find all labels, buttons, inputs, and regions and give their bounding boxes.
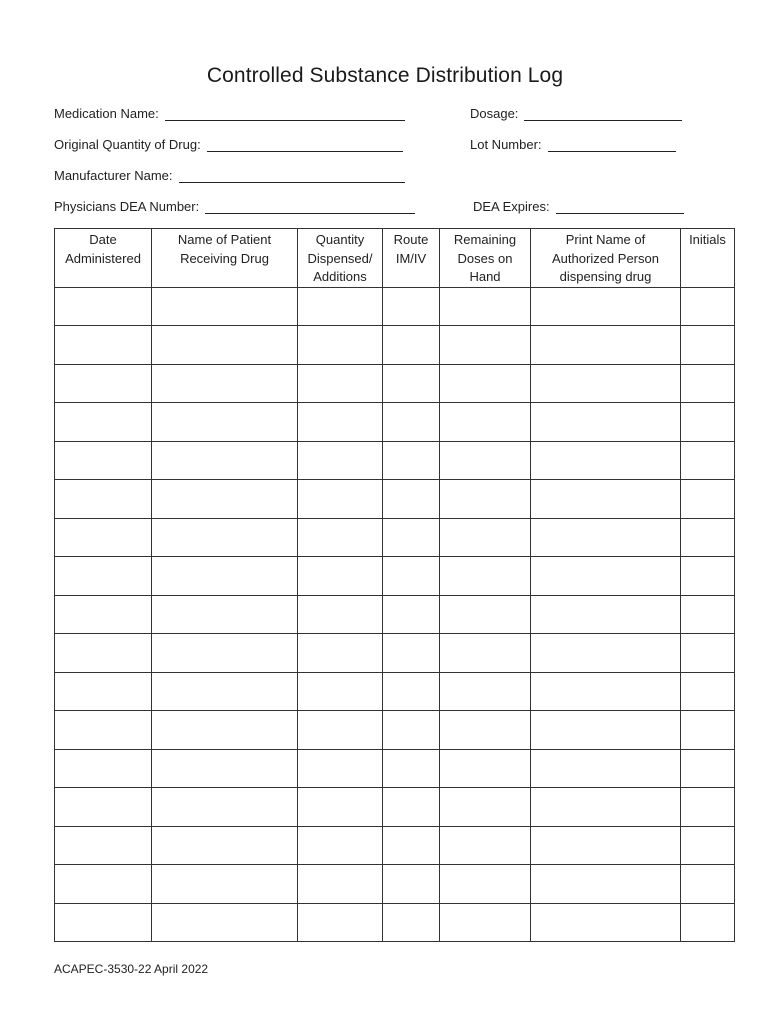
page-title: Controlled Substance Distribution Log: [206, 64, 564, 87]
table-cell[interactable]: [298, 865, 383, 904]
table-cell[interactable]: [383, 826, 440, 865]
table-cell[interactable]: [298, 287, 383, 326]
manufacturer-name-field: [54, 168, 405, 183]
table-cell[interactable]: [440, 749, 531, 788]
table-cell[interactable]: [383, 480, 440, 519]
table-cell[interactable]: [681, 403, 735, 442]
table-cell[interactable]: [55, 480, 152, 519]
table-cell[interactable]: [440, 480, 531, 519]
table-cell[interactable]: [152, 903, 298, 942]
table-cell[interactable]: [383, 287, 440, 326]
table-cell[interactable]: [55, 903, 152, 942]
table-cell[interactable]: [681, 518, 735, 557]
table-cell[interactable]: [440, 711, 531, 750]
table-row: [55, 672, 735, 711]
dosage-label: Dosage:: [470, 106, 519, 121]
table-cell[interactable]: [55, 749, 152, 788]
header-route: [383, 229, 440, 288]
table-cell[interactable]: [681, 672, 735, 711]
table-cell[interactable]: [681, 480, 735, 519]
table-cell[interactable]: [152, 557, 298, 596]
table-cell[interactable]: [152, 595, 298, 634]
table-cell[interactable]: [298, 634, 383, 673]
header-date-administered: [55, 229, 152, 288]
table-cell[interactable]: [383, 903, 440, 942]
table-cell[interactable]: [531, 711, 681, 750]
table-cell[interactable]: [681, 557, 735, 596]
table-cell[interactable]: [440, 903, 531, 942]
table-cell[interactable]: [531, 826, 681, 865]
header-text: Initials: [689, 232, 726, 247]
table-cell[interactable]: [681, 326, 735, 365]
table-cell[interactable]: [298, 749, 383, 788]
table-cell[interactable]: [55, 711, 152, 750]
header-text: Print Name of: [565, 232, 646, 247]
table-cell[interactable]: [440, 788, 531, 827]
table-cell[interactable]: [298, 364, 383, 403]
table-cell[interactable]: [55, 865, 152, 904]
medication-name-field: [54, 106, 405, 121]
table-cell[interactable]: [298, 403, 383, 442]
table-row: [55, 480, 735, 519]
table-cell[interactable]: [440, 403, 531, 442]
header-text: Date: [89, 232, 117, 247]
table-cell[interactable]: [383, 788, 440, 827]
table-cell[interactable]: [152, 749, 298, 788]
table-cell[interactable]: [152, 403, 298, 442]
table-cell[interactable]: [681, 865, 735, 904]
table-cell[interactable]: [298, 518, 383, 557]
header-text: Dispensed/: [307, 250, 373, 266]
physicians-dea-number-input-line[interactable]: [205, 199, 415, 214]
table-cell[interactable]: [55, 672, 152, 711]
table-cell[interactable]: [531, 518, 681, 557]
lot-number-input-line[interactable]: [548, 137, 676, 152]
form-footer: ACAPEC-3530-22 April 2022: [54, 962, 209, 976]
header-text: Route: [393, 232, 429, 247]
table-cell[interactable]: [531, 364, 681, 403]
table-cell[interactable]: [440, 672, 531, 711]
medication-name-input-line[interactable]: [165, 106, 405, 121]
table-cell[interactable]: [440, 441, 531, 480]
header-text: IM/IV: [395, 250, 427, 266]
table-cell[interactable]: [531, 480, 681, 519]
table-cell[interactable]: [152, 865, 298, 904]
table-row: [55, 634, 735, 673]
table-cell[interactable]: [152, 518, 298, 557]
table-row: [55, 595, 735, 634]
table-row: [55, 326, 735, 365]
table-cell[interactable]: [383, 865, 440, 904]
table-cell[interactable]: [55, 788, 152, 827]
table-cell[interactable]: [55, 518, 152, 557]
table-cell[interactable]: [531, 788, 681, 827]
table-cell[interactable]: [681, 711, 735, 750]
header-text: dispensing drug: [559, 269, 652, 284]
table-cell[interactable]: [681, 634, 735, 673]
table-cell[interactable]: [681, 287, 735, 326]
table-cell[interactable]: [298, 672, 383, 711]
table-row: [55, 711, 735, 750]
table-cell[interactable]: [681, 788, 735, 827]
table-cell[interactable]: [440, 326, 531, 365]
table-row: [55, 403, 735, 442]
medication-name-label: Medication Name:: [54, 106, 159, 121]
table-cell[interactable]: [383, 441, 440, 480]
manufacturer-name-input-line[interactable]: [179, 168, 405, 183]
header-patient-name: [152, 229, 298, 288]
table-cell[interactable]: [440, 826, 531, 865]
table-cell[interactable]: [383, 403, 440, 442]
table-cell[interactable]: [440, 518, 531, 557]
dosage-field: [470, 106, 682, 121]
header-quantity-dispensed: [298, 229, 383, 288]
table-cell[interactable]: [531, 287, 681, 326]
table-cell[interactable]: [152, 634, 298, 673]
table-cell[interactable]: [531, 441, 681, 480]
table-cell[interactable]: [440, 557, 531, 596]
header-text: Name of Patient: [177, 232, 272, 247]
table-cell[interactable]: [531, 326, 681, 365]
table-row: [55, 557, 735, 596]
table-cell[interactable]: [298, 788, 383, 827]
table-cell[interactable]: [55, 287, 152, 326]
table-cell[interactable]: [681, 364, 735, 403]
table-cell[interactable]: [152, 441, 298, 480]
table-cell[interactable]: [383, 518, 440, 557]
header-authorized-person: [531, 229, 681, 288]
table-cell[interactable]: [383, 672, 440, 711]
table-cell[interactable]: [531, 749, 681, 788]
table-cell[interactable]: [383, 749, 440, 788]
header-remaining-doses: [440, 229, 531, 288]
manufacturer-name-label: Manufacturer Name:: [54, 168, 173, 183]
header-text: Doses on: [457, 250, 513, 266]
table-body: [55, 287, 735, 942]
table-cell[interactable]: [55, 557, 152, 596]
table-row: [55, 518, 735, 557]
dosage-input-line[interactable]: [524, 106, 682, 121]
table-cell[interactable]: [531, 903, 681, 942]
dea-expires-field: [473, 199, 684, 214]
original-quantity-label: Original Quantity of Drug:: [54, 137, 201, 152]
table-cell[interactable]: [440, 595, 531, 634]
table-cell[interactable]: [440, 287, 531, 326]
header-text: Quantity: [315, 232, 365, 247]
dea-expires-input-line[interactable]: [556, 199, 684, 214]
table-cell[interactable]: [681, 749, 735, 788]
table-cell[interactable]: [55, 403, 152, 442]
table-row: [55, 865, 735, 904]
table-row: [55, 441, 735, 480]
table-cell[interactable]: [383, 364, 440, 403]
table-cell[interactable]: [383, 595, 440, 634]
lot-number-label: Lot Number:: [470, 137, 542, 152]
table-cell[interactable]: [440, 865, 531, 904]
table-cell[interactable]: [531, 557, 681, 596]
table-row: [55, 826, 735, 865]
header-text: Remaining: [453, 232, 517, 247]
table-row: [55, 364, 735, 403]
table-cell[interactable]: [152, 826, 298, 865]
table-cell[interactable]: [383, 711, 440, 750]
table-cell[interactable]: [298, 903, 383, 942]
table-cell[interactable]: [298, 441, 383, 480]
header-text: Additions: [313, 269, 367, 284]
header-text: Hand: [469, 269, 501, 284]
dea-expires-label: DEA Expires:: [473, 199, 550, 214]
table-header-row: [55, 229, 735, 288]
table-cell[interactable]: [298, 711, 383, 750]
distribution-log-table: [54, 228, 735, 942]
table-cell[interactable]: [152, 326, 298, 365]
table-cell[interactable]: [440, 364, 531, 403]
table-cell[interactable]: [298, 480, 383, 519]
table-cell[interactable]: [681, 441, 735, 480]
table-cell[interactable]: [55, 595, 152, 634]
header-initials: [681, 229, 735, 288]
physicians-dea-number-field: [54, 199, 415, 214]
table-cell[interactable]: [152, 711, 298, 750]
table-cell[interactable]: [531, 634, 681, 673]
table-cell[interactable]: [383, 326, 440, 365]
table-cell[interactable]: [55, 441, 152, 480]
physicians-dea-number-label: Physicians DEA Number:: [54, 199, 200, 214]
table-cell[interactable]: [55, 364, 152, 403]
table-cell[interactable]: [55, 326, 152, 365]
table-row: [55, 903, 735, 942]
table-cell[interactable]: [298, 826, 383, 865]
table-cell[interactable]: [298, 326, 383, 365]
original-quantity-input-line[interactable]: [207, 137, 403, 152]
table-cell[interactable]: [440, 634, 531, 673]
table-cell[interactable]: [383, 634, 440, 673]
header-text: Authorized Person: [552, 250, 659, 266]
table-cell[interactable]: [152, 788, 298, 827]
table-row: [55, 788, 735, 827]
table-cell[interactable]: [152, 287, 298, 326]
table-cell[interactable]: [55, 634, 152, 673]
header-text: Receiving Drug: [180, 250, 269, 266]
table-cell[interactable]: [531, 403, 681, 442]
table-cell[interactable]: [55, 826, 152, 865]
table-cell[interactable]: [531, 595, 681, 634]
table-cell[interactable]: [152, 672, 298, 711]
table-cell[interactable]: [298, 595, 383, 634]
table-cell[interactable]: [152, 364, 298, 403]
table-cell[interactable]: [298, 557, 383, 596]
header-text: Administered: [65, 250, 141, 266]
lot-number-field: [470, 137, 676, 152]
table-cell[interactable]: [681, 826, 735, 865]
table-cell[interactable]: [681, 595, 735, 634]
table-row: [55, 287, 735, 326]
table-cell[interactable]: [531, 672, 681, 711]
table-cell[interactable]: [383, 557, 440, 596]
original-quantity-field: [54, 137, 403, 152]
table-cell[interactable]: [152, 480, 298, 519]
table-row: [55, 749, 735, 788]
table-cell[interactable]: [681, 903, 735, 942]
table-cell[interactable]: [531, 865, 681, 904]
